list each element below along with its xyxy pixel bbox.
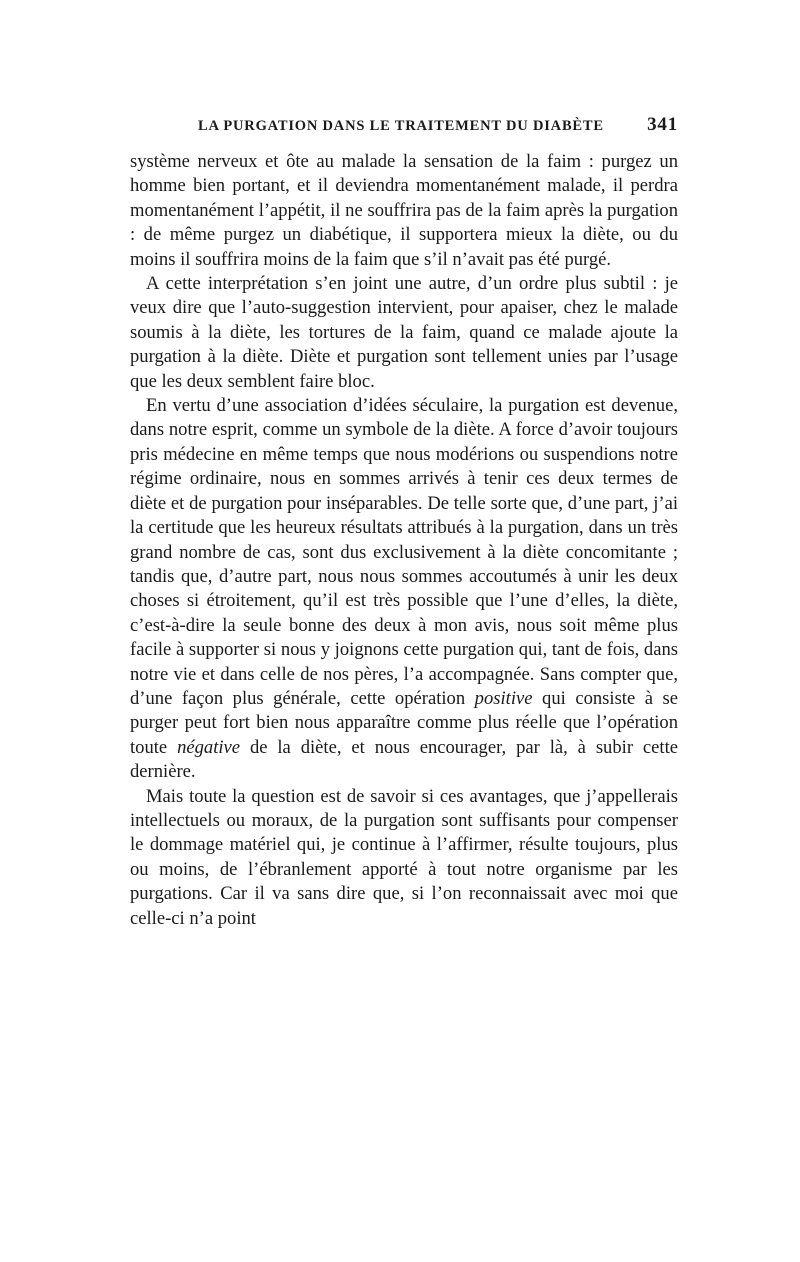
italic-term-negative: négative [177, 736, 241, 758]
paragraph-text: En vertu d’une association d’idées séculaire, la purgation est devenue, dans notre esprit, comme un symbole de la diète. A force d’avoir toujours pris médecine en même temps que nous modérions ou suspendions notre régime ordinaire, nous en sommes arrivés à tenir ces deux termes de diète et de purgation pour inséparables. De telle sorte que, d’une part, j’ai la certitude que les heureux résultats attribués à la purgation, dans un très grand nombre de cas, sont dus exclusivement à la diète concomitante ; tandis que, d’autre part, nous nous sommes accoutumés à unir les deux choses si étroitement, qu’il est très possible que l’une d’elles, la diète, c’est-à-dire la seule bonne des deux à mon avis, nous soit même plus facile à supporter si nous y joignons cette purgation qui, tant de fois, dans notre vie et dans celle de nos pères, l’a accompagnée. Sans compter que, d’une façon plus générale, cette opération [130, 395, 678, 709]
paragraph-text: Mais toute la question est de savoir si ces avantages, que j’appellerais intellectuels ou moraux, de la purgation sont suffisants pour compenser le dommage matériel qui, je continue à l’affirmer, résulte toujours, plus ou moins, de l’ébranlement apporté à tout notre organisme par les purgations. Car il va sans dire que, si l’on reconnaissait avec moi que celle-ci n’a point [130, 785, 678, 929]
running-title: LA PURGATION DANS LE TRAITEMENT DU DIABÈTE [198, 118, 604, 134]
paragraph-continued [130, 150, 678, 272]
body-text [130, 150, 678, 931]
book-page [130, 112, 678, 931]
paragraph-text: qui consiste à se purger peut fort bien nous apparaître comme plus réelle que l’opération toute [130, 687, 679, 758]
paragraph-text: système nerveux et ôte au malade la sensation de la faim : purgez un homme bien portant, et il deviendra momentanément malade, il perdra momentanément l’appétit, il ne souffrira pas de la faim après la purgation : de même purgez un diabétique, il supportera mieux la diète, ou du moins il souffrira moins de la faim que s’il n’avait pas été purgé. [130, 151, 678, 270]
paragraph-text: A cette interprétation s’en joint une autre, d’un ordre plus subtil : je veux dire que l’auto-suggestion intervient, pour apaiser, chez le malade soumis à la diète, les tortures de la faim, quand ce malade ajoute la purgation à la diète. Diète et purgation sont tellement unies par l’usage que les deux semblent faire bloc. [130, 273, 678, 392]
running-head [130, 112, 678, 142]
paragraph [130, 272, 678, 394]
paragraph [130, 394, 678, 785]
paragraph [130, 785, 678, 931]
page-number: 341 [647, 114, 678, 135]
italic-term-positive: positive [474, 687, 533, 709]
paragraph-text: de la diète, et nous encourager, par là, à subir cette dernière. [130, 736, 678, 783]
